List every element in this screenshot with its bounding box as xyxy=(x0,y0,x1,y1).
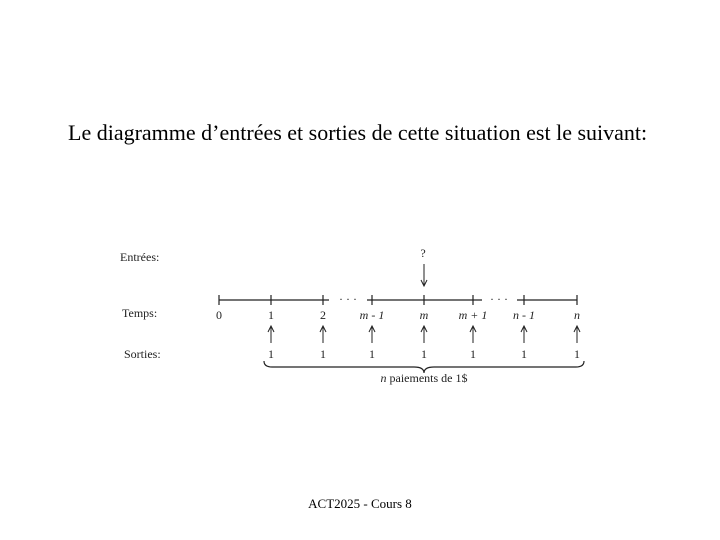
payment-arrow-icon xyxy=(320,326,326,343)
time-label: m + 1 xyxy=(458,308,488,322)
payment-arrow-icon xyxy=(470,326,476,343)
payment-arrow-icon xyxy=(369,326,375,343)
time-label: 2 xyxy=(320,308,326,322)
row-label-temps: Temps: xyxy=(122,306,158,320)
time-label: m xyxy=(419,308,429,322)
payment-value: 1 xyxy=(320,347,326,361)
payment-value: 1 xyxy=(268,347,274,361)
payment-value: 1 xyxy=(369,347,375,361)
time-label: n xyxy=(574,308,580,322)
entree-value: ? xyxy=(420,246,426,260)
payment-arrow-icon xyxy=(421,326,427,343)
entree-arrow-icon xyxy=(421,264,427,286)
row-label-entrees: Entrées: xyxy=(120,250,160,264)
time-label: n - 1 xyxy=(513,308,535,322)
time-label: 0 xyxy=(216,308,222,322)
time-label: 1 xyxy=(268,308,274,322)
payment-value: 1 xyxy=(421,347,427,361)
payment-arrow-icon xyxy=(268,326,274,343)
ellipsis-right: · · · xyxy=(490,292,508,306)
footer: ACT2025 - Cours 8 xyxy=(308,496,412,511)
payment-value: 1 xyxy=(521,347,527,361)
row-label-sorties: Sorties: xyxy=(124,347,161,361)
payment-arrow-icon xyxy=(521,326,527,343)
payment-value: 1 xyxy=(574,347,580,361)
payment-arrow-icon xyxy=(574,326,580,343)
payment-value: 1 xyxy=(470,347,476,361)
slide-text: Le diagramme d’entrées et sorties de cette situation est le suivant: xyxy=(68,120,648,145)
time-label: m - 1 xyxy=(359,308,385,322)
ellipsis-left: · · · xyxy=(339,292,357,306)
brace-label: n paiements de 1$ xyxy=(380,371,468,385)
